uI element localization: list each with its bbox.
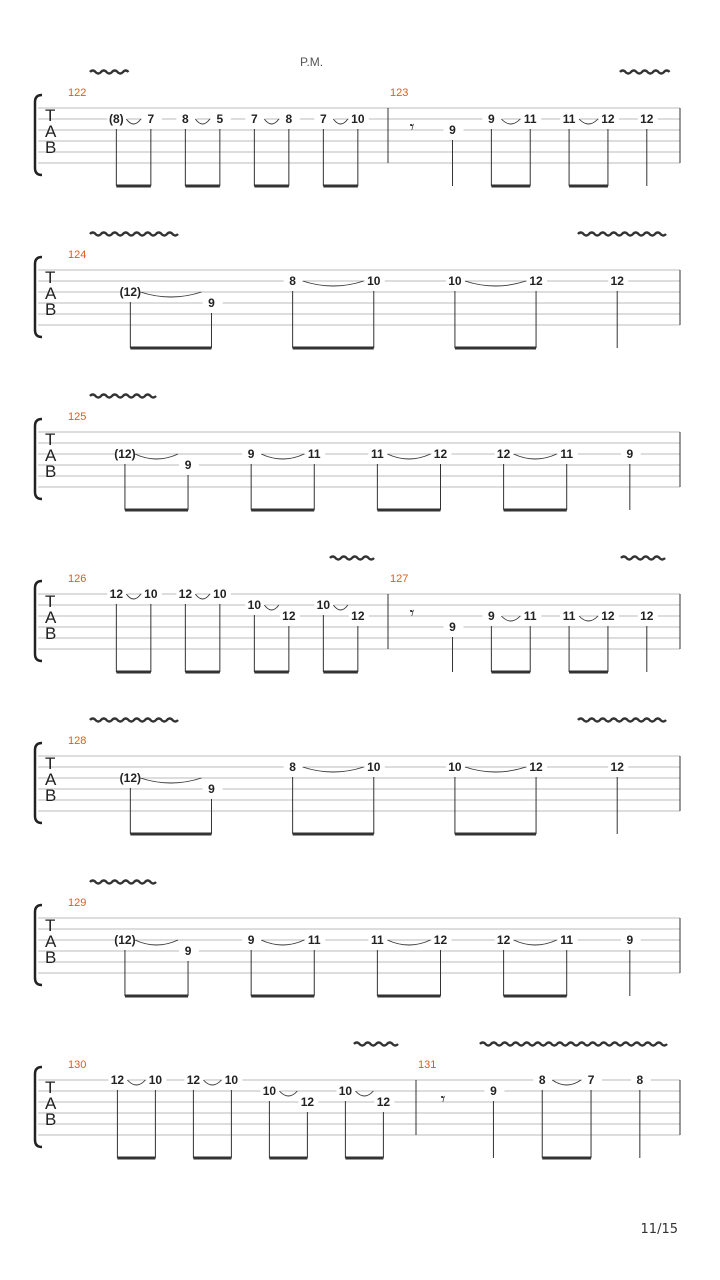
measure-number: 123 xyxy=(390,87,409,99)
fret-number: 10 xyxy=(448,760,462,774)
fret-number: 12 xyxy=(529,760,543,774)
measure-number: 127 xyxy=(390,573,409,585)
slur xyxy=(135,940,178,945)
slur xyxy=(579,119,598,124)
tab-clef-letter: A xyxy=(45,770,57,789)
fret-number: 11 xyxy=(523,609,537,623)
fret-number: 9 xyxy=(626,447,634,461)
measure-number: 129 xyxy=(68,897,87,909)
tab-clef-letter: A xyxy=(45,122,57,141)
measure-number: 125 xyxy=(68,411,87,423)
slur xyxy=(140,778,201,783)
slur xyxy=(127,1080,145,1085)
vibrato-mark xyxy=(578,233,666,236)
fret-number: 12 xyxy=(186,1073,201,1087)
fret-number: 12 xyxy=(640,609,654,623)
fret-number: 7 xyxy=(320,112,327,126)
slur xyxy=(465,281,526,286)
rest-symbol: 𝄾 xyxy=(440,1089,446,1110)
vibrato-mark xyxy=(90,881,156,884)
tab-clef-letter: B xyxy=(45,786,57,805)
slur xyxy=(514,454,557,459)
slur xyxy=(333,605,348,610)
tab-clef-letter: T xyxy=(45,106,56,125)
slur xyxy=(126,594,141,599)
fret-number: 12 xyxy=(640,112,654,126)
fret-number: 9 xyxy=(490,1084,497,1098)
measure-number: 130 xyxy=(68,1059,87,1071)
tab-clef-letter: B xyxy=(45,138,57,157)
tab-clef-letter: A xyxy=(45,932,57,951)
tab-clef-letter: A xyxy=(45,608,57,627)
slur xyxy=(303,767,364,772)
slur xyxy=(333,119,348,124)
rest-symbol: 𝄾 xyxy=(409,117,415,138)
fret-number: 12 xyxy=(110,1073,125,1087)
tab-clef-letter: B xyxy=(45,1110,57,1129)
tab-clef-letter: T xyxy=(45,1078,56,1097)
page-number: 11/15 xyxy=(640,1222,678,1237)
fret-number: (12) xyxy=(114,933,136,947)
fret-number: 11 xyxy=(307,933,321,947)
measure-number: 122 xyxy=(68,87,87,99)
slur xyxy=(264,119,279,124)
fret-number: 11 xyxy=(371,933,384,947)
fret-number: 12 xyxy=(282,609,296,623)
fret-number: 9 xyxy=(626,933,634,947)
fret-number: 12 xyxy=(496,447,511,461)
slur xyxy=(387,940,430,945)
fret-number: 8 xyxy=(289,760,296,774)
slur xyxy=(135,454,178,459)
fret-number: 9 xyxy=(488,112,495,126)
vibrato-mark xyxy=(480,1043,667,1046)
fret-number: 8 xyxy=(182,112,189,126)
slur xyxy=(195,119,210,124)
tab-clef-letter: T xyxy=(45,268,56,287)
fret-number: 7 xyxy=(587,1073,595,1087)
slur xyxy=(203,1080,221,1085)
slur xyxy=(552,1080,581,1085)
slur xyxy=(303,281,364,286)
fret-number: 12 xyxy=(529,274,543,288)
fret-number: 11 xyxy=(560,933,574,947)
fret-number: 11 xyxy=(371,447,384,461)
tab-clef-letter: B xyxy=(45,462,57,481)
measure-number: 126 xyxy=(68,573,87,585)
slur xyxy=(355,1091,373,1096)
fret-number: 11 xyxy=(562,112,576,126)
tab-clef-letter: T xyxy=(45,754,56,773)
fret-number: 11 xyxy=(562,609,576,623)
fret-number: 10 xyxy=(338,1084,353,1098)
fret-number: 12 xyxy=(351,609,365,623)
slur xyxy=(387,454,430,459)
fret-number: 10 xyxy=(224,1073,239,1087)
slur xyxy=(261,454,304,459)
fret-number: 12 xyxy=(601,112,615,126)
slur xyxy=(261,940,304,945)
slur xyxy=(514,940,557,945)
fret-number: 5 xyxy=(216,112,224,126)
vibrato-mark xyxy=(90,395,156,398)
fret-number: 10 xyxy=(148,1073,163,1087)
slur xyxy=(140,292,201,297)
fret-number: (12) xyxy=(114,447,136,461)
tab-clef-letter: B xyxy=(45,948,57,967)
fret-number: 10 xyxy=(367,760,381,774)
fret-number: 11 xyxy=(307,447,321,461)
fret-number: 7 xyxy=(147,112,155,126)
fret-number: 9 xyxy=(449,123,456,137)
fret-number: 10 xyxy=(144,587,158,601)
vibrato-mark xyxy=(90,719,178,722)
fret-number: 9 xyxy=(184,944,192,958)
measure-number: 131 xyxy=(418,1059,437,1071)
fret-number: 10 xyxy=(316,598,331,612)
fret-number: 11 xyxy=(560,447,574,461)
fret-number: 12 xyxy=(610,760,624,774)
fret-number: 10 xyxy=(351,112,365,126)
fret-number: 7 xyxy=(251,112,258,126)
rest-symbol: 𝄾 xyxy=(409,603,415,624)
vibrato-mark xyxy=(354,1043,398,1046)
tab-clef-letter: T xyxy=(45,916,56,935)
fret-number: 8 xyxy=(538,1073,546,1087)
fret-number: 9 xyxy=(208,782,215,796)
tab-clef-letter: T xyxy=(45,592,56,611)
fret-number: (12) xyxy=(119,771,142,785)
vibrato-mark xyxy=(330,557,374,560)
vibrato-mark xyxy=(621,557,665,560)
tab-clef-letter: A xyxy=(45,284,57,303)
fret-number: 10 xyxy=(367,274,381,288)
fret-number: 9 xyxy=(208,296,215,310)
fret-number: 12 xyxy=(433,933,448,947)
slur xyxy=(579,616,598,621)
slur xyxy=(195,594,210,599)
fret-number: 10 xyxy=(448,274,462,288)
tab-clef-letter: T xyxy=(45,430,56,449)
measure-number: 128 xyxy=(68,735,87,747)
slur xyxy=(264,605,279,610)
fret-number: (8) xyxy=(109,112,124,126)
fret-number: 9 xyxy=(247,447,255,461)
fret-number: 12 xyxy=(109,587,124,601)
fret-number: 9 xyxy=(449,620,456,634)
fret-number: 12 xyxy=(300,1095,315,1109)
measure-number: 124 xyxy=(68,249,87,261)
vibrato-mark xyxy=(620,71,670,74)
fret-number: 9 xyxy=(247,933,255,947)
slur xyxy=(126,119,141,124)
palm-mute-marking: P.M. xyxy=(300,55,324,69)
fret-number: 12 xyxy=(178,587,193,601)
vibrato-mark xyxy=(90,233,178,236)
tab-clef-letter: B xyxy=(45,300,57,319)
fret-number: 12 xyxy=(496,933,511,947)
fret-number: 9 xyxy=(488,609,495,623)
fret-number: 10 xyxy=(247,598,262,612)
tab-clef-letter: A xyxy=(45,446,57,465)
fret-number: 8 xyxy=(636,1073,644,1087)
fret-number: 10 xyxy=(262,1084,277,1098)
fret-number: 12 xyxy=(376,1095,391,1109)
slur xyxy=(465,767,526,772)
slur xyxy=(501,119,520,124)
fret-number: 12 xyxy=(610,274,624,288)
fret-number: 12 xyxy=(433,447,448,461)
vibrato-mark xyxy=(578,719,666,722)
slur xyxy=(501,616,520,621)
fret-number: 8 xyxy=(289,274,296,288)
fret-number: 9 xyxy=(184,458,192,472)
fret-number: 10 xyxy=(213,587,227,601)
slur xyxy=(279,1091,297,1096)
vibrato-mark xyxy=(90,71,129,74)
fret-number: 12 xyxy=(601,609,615,623)
fret-number: 8 xyxy=(285,112,293,126)
fret-number: 11 xyxy=(523,112,537,126)
tab-clef-letter: A xyxy=(45,1094,57,1113)
fret-number: (12) xyxy=(119,285,142,299)
tab-clef-letter: B xyxy=(45,624,57,643)
